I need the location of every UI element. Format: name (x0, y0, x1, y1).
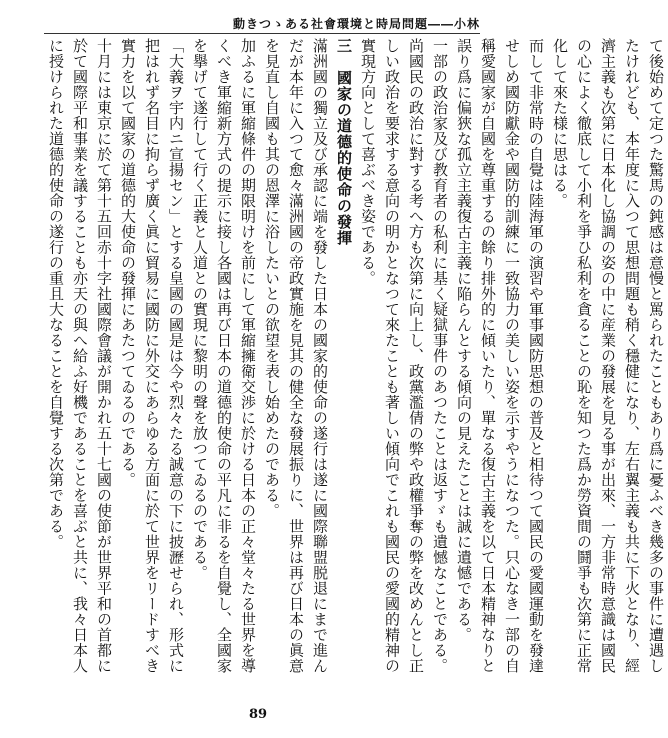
paragraph: て後始めて定つた驚馬の鈍感は意慢と罵られたこともあり爲に憂ふべき幾多の事件に遭遇したけれども、本年度に入つて思想問題も稍く穩健になり、左右翼主義も共に下火となり、經濟主義も次第に日本化し協調の姿の中に産業の發展を見る事が出來、一方非常時意識は國民の心によく徹底して小利を爭ひ私利を貪ることの恥を知つた爲か勞資間の鬪爭も次第に正常化して來た様に思はる。 (551, 38, 665, 674)
page-number: 89 (248, 707, 268, 722)
running-title-main: 動きつゝある社會環境と時局問題 (232, 16, 428, 31)
paragraph: 滿洲國の獨立及び承認に端を發した日本の國家的使命の遂行は遂に國際聯盟脱退にまで進んだが本年に入つて愈々滿洲國の帝政實施を見其の健全な發展振りに、世界は再び日本の眞意を見直し自國も其の恩澤に浴したいとの欲望を表し始めたのである。 (263, 38, 329, 674)
paragraph: 加ふるに軍縮條件の期限明けを前にして軍縮擁衛交渉に於ける日本の正々堂々たる世界を導くべき軍縮新方式の提示に接し各國は再び日本の道德的使命の平凡に非るを自覺し、全國家を擧げて遂行して行く正義と人道との實現に黎明の聲を放つてゐるのである。 (191, 38, 257, 674)
section-title: 國家の道德的使命の發揮 (335, 70, 353, 246)
page-body (44, 38, 665, 678)
running-title-author: ――小林 (427, 16, 480, 31)
paragraph: 「大義ヲ宇内ニ宣揚セン」とする皇國の國是は今や烈々たる誠意の下に披瀝せられ、形式に把はれず名目に拘らず廣く眞に貿易に國防に外交にあらゆる方面に於て世界をリードすべき實力を以て國家の道德的大使命の發揮にあたつてゐるのである。 (119, 38, 185, 674)
page-header (44, 14, 480, 32)
section-heading (335, 38, 353, 246)
paragraph: 而して非常時の自覺は陸海軍の演習や軍事國防思想の普及と相待つて國民の愛國運動を發達せしめ國防獻金や國防的訓練に一致協力の美しい姿を示すやうになつた。只心なき一部の自稱愛國家が自國を尊重するの餘り排外的に傾いたり、單なる復古主義を以て日本精神なりと誤り爲に偏狹な孤立主義復古主義に陥らんとする傾向の見えたことは誠に遺憾である。 (455, 38, 545, 674)
paragraph: 十月には東京に於て第十五回赤十字社國際會議が開かれ五十七國の使節が世界平和の首都に於て國際平和事業を議することも亦天の與へ給ふ好機であることを喜ぶと共に、我々日本人に授けられた道德的使命の遂行の重且大なることを自覺する次第である。 (47, 38, 113, 674)
vertical-text-block (44, 38, 668, 678)
section-number: 三 (335, 38, 353, 54)
paragraph: 一部の政治家及び教育者の私利に基く疑獄事件のあつたことは返すゞも遺憾なことである。尚國民の政治に對する考へ方も次第に向上し、政黨濫倩の弊や政權爭奪の弊を改めんとし正しい政治を要求する意向の明かとなつて來たことも著しい傾向でこれも國民の愛國的精神の實現方向として喜ぶべき姿である。 (359, 38, 449, 674)
running-title (233, 15, 480, 32)
header-rule (44, 33, 480, 34)
